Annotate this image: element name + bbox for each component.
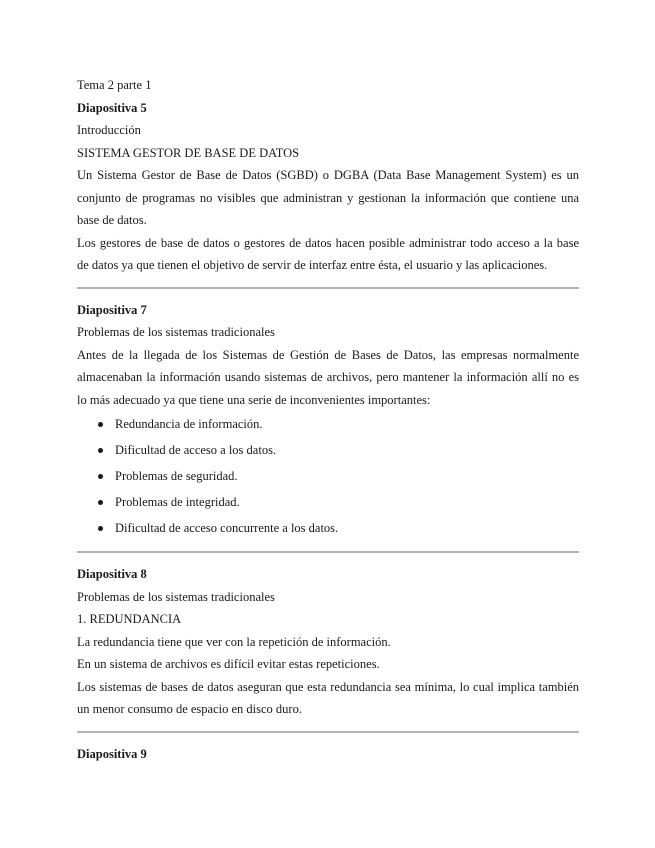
document-title: Tema 2 parte 1	[77, 78, 152, 92]
paragraph-line: En un sistema de archivos es difícil evitar estas repeticiones.	[77, 657, 380, 671]
section-divider	[77, 287, 579, 289]
paragraph-line: lo más adecuado ya que tiene una serie de inconvenientes importantes:	[77, 392, 431, 407]
list-item	[77, 463, 579, 489]
list-item	[77, 411, 579, 437]
slide-heading: Diapositiva 7	[77, 302, 147, 317]
slide-heading: Diapositiva 5	[77, 100, 147, 115]
paragraph-line: Antes de la llegada de los Sistemas de Gestión de Bases de Datos, las empresas normalmente	[77, 347, 579, 362]
list-item	[77, 515, 579, 541]
paragraph-line: un menor consumo de espacio en disco duro.	[77, 702, 302, 716]
slide-heading: Diapositiva 9	[77, 746, 147, 761]
bullet-icon	[98, 422, 103, 427]
list-item-text: Dificultad de acceso concurrente a los datos.	[115, 521, 339, 535]
slide-subtitle: Introducción	[77, 123, 141, 137]
list-item-text: Problemas de seguridad.	[115, 469, 238, 483]
section-divider	[77, 731, 579, 733]
list-item-text: Redundancia de información.	[115, 417, 263, 431]
document-page	[77, 74, 579, 765]
paragraph-line: de datos ya que tienen el objetivo de servir de interfaz entre ésta, el usuario y las aplicaciones.	[77, 258, 548, 272]
slide-subtitle: Problemas de los sistemas tradicionales	[77, 589, 275, 604]
slide-heading: Diapositiva 8	[77, 567, 147, 581]
list-item	[77, 489, 579, 515]
paragraph-line: Los gestores de base de datos o gestores de datos hacen posible administrar todo acceso a la base	[77, 235, 579, 250]
list-item-text: Problemas de integridad.	[115, 495, 240, 509]
paragraph-line: Los sistemas de bases de datos aseguran que esta redundancia sea mínima, lo cual implica también	[77, 679, 579, 694]
slide-topic: 1. REDUNDANCIA	[77, 612, 182, 626]
section-divider	[77, 551, 579, 553]
paragraph-line: conjunto de programas no visibles que administran y gestionan la información que contiene una	[77, 190, 579, 205]
list-item	[77, 437, 579, 463]
slide-topic: SISTEMA GESTOR DE BASE DE DATOS	[77, 145, 300, 160]
paragraph-line: almacenaban la información usando sistemas de archivos, pero mantener la información allí no es	[77, 370, 579, 384]
bullet-icon	[98, 526, 103, 531]
bullet-list	[77, 411, 579, 541]
slide-subtitle: Problemas de los sistemas tradicionales	[77, 325, 275, 339]
bullet-icon	[98, 448, 103, 453]
bullet-icon	[98, 474, 103, 479]
paragraph-line: Un Sistema Gestor de Base de Datos (SGBD) o DGBA (Data Base Management System) es un	[77, 168, 579, 182]
paragraph-line: base de datos.	[77, 213, 147, 227]
paragraph-line: La redundancia tiene que ver con la repetición de información.	[77, 634, 391, 649]
bullet-icon	[98, 500, 103, 505]
list-item-text: Dificultad de acceso a los datos.	[115, 443, 277, 457]
